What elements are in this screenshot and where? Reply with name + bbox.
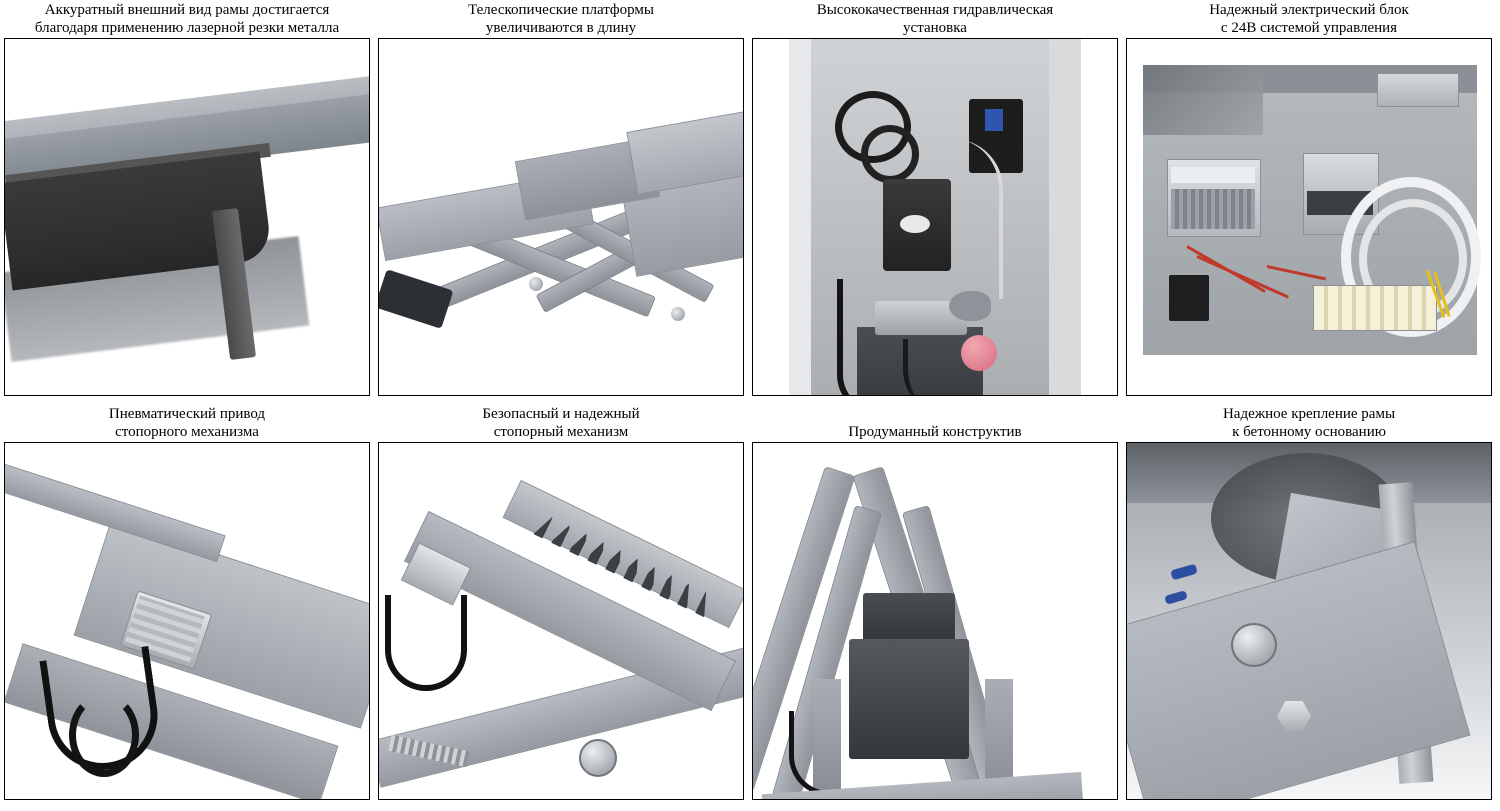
- blue-component: [985, 109, 1003, 131]
- caption-line-1: Продуманный конструктив: [848, 424, 1022, 440]
- feature-cell-safety-lock: [374, 404, 748, 808]
- caption-anchor-mount: [1126, 404, 1492, 442]
- feature-cell-frame-corner: [0, 0, 374, 404]
- panel-shadow: [1143, 65, 1263, 135]
- hydraulic-hose-a: [837, 279, 903, 396]
- pneumatic-drive-photo: [4, 442, 370, 800]
- construction-photo: [752, 442, 1118, 800]
- coiled-hose-inner: [861, 125, 919, 183]
- lock-air-hose: [385, 595, 467, 691]
- anchor-mount-photo: [1126, 442, 1492, 800]
- feature-cell-hydraulic-unit: [748, 0, 1122, 404]
- caption-safety-lock: [378, 404, 744, 442]
- feature-cell-construction: [748, 404, 1122, 808]
- feature-cell-pneumatic-drive: [0, 404, 374, 808]
- caption-line-2: стопорного механизма: [115, 423, 259, 440]
- caption-line-1: Надежное крепление рамы: [1222, 406, 1396, 422]
- caption-electrical-block: [1126, 0, 1492, 38]
- caption-telescopic-platform: [378, 0, 744, 38]
- feature-cell-anchor-mount: [1122, 404, 1496, 808]
- top-terminal-box: [1377, 73, 1459, 107]
- motor-cap: [900, 215, 930, 233]
- transformer-label: [1171, 167, 1255, 183]
- pivot-pin-1: [529, 277, 543, 291]
- transformer-core: [1171, 189, 1255, 229]
- safety-lock-photo: [378, 442, 744, 800]
- feature-cell-electrical-block: [1122, 0, 1496, 404]
- anchor-bolt-head: [1231, 623, 1277, 667]
- caption-line-1: Пневматический привод: [108, 406, 266, 422]
- caption-line-1: Безопасный и надежный: [482, 406, 640, 422]
- central-bracket-lower: [849, 639, 969, 759]
- hydraulic-hose-b: [903, 339, 978, 396]
- frame-corner-photo: [4, 38, 370, 396]
- caption-line-2: увеличиваются в длину: [485, 19, 637, 36]
- electrical-block-photo: [1126, 38, 1492, 396]
- pivot-pin-2: [671, 307, 685, 321]
- black-component: [1169, 275, 1209, 321]
- pipe-elbow: [949, 291, 991, 321]
- caption-hydraulic-unit: [752, 0, 1118, 38]
- caption-line-1: Высококачественная гидравлическая: [816, 2, 1054, 18]
- telescopic-platform-photo: [378, 38, 744, 396]
- feature-cell-telescopic-platform: [374, 0, 748, 404]
- caption-pneumatic-drive: [4, 404, 370, 442]
- caption-line-2: установка: [903, 19, 967, 36]
- caption-construction: [752, 404, 1118, 442]
- routed-cable: [789, 711, 854, 796]
- caption-line-1: Телескопические платформы: [468, 2, 654, 18]
- caption-frame-corner: [4, 0, 370, 38]
- caption-line-1: Надежный электрический блок: [1209, 2, 1409, 18]
- cabinet-right-wall: [1049, 39, 1081, 396]
- white-wire: [953, 139, 1003, 299]
- caption-line-1: Аккуратный внешний вид рамы достигается: [44, 2, 330, 18]
- pivot-bolt: [579, 739, 617, 777]
- air-hose-loop: [69, 693, 139, 777]
- hydraulic-unit-photo: [752, 38, 1118, 396]
- caption-line-2: стопорный механизм: [493, 423, 629, 440]
- caption-line-2: к бетонному основанию: [1232, 423, 1386, 440]
- dark-bracket: [378, 269, 453, 329]
- caption-line-2: с 24В системой управления: [1220, 19, 1398, 36]
- terminal-strip: [1313, 285, 1437, 331]
- caption-line-2: благодаря применению лазерной резки металла: [34, 19, 340, 36]
- cabinet-left-wall: [789, 39, 811, 396]
